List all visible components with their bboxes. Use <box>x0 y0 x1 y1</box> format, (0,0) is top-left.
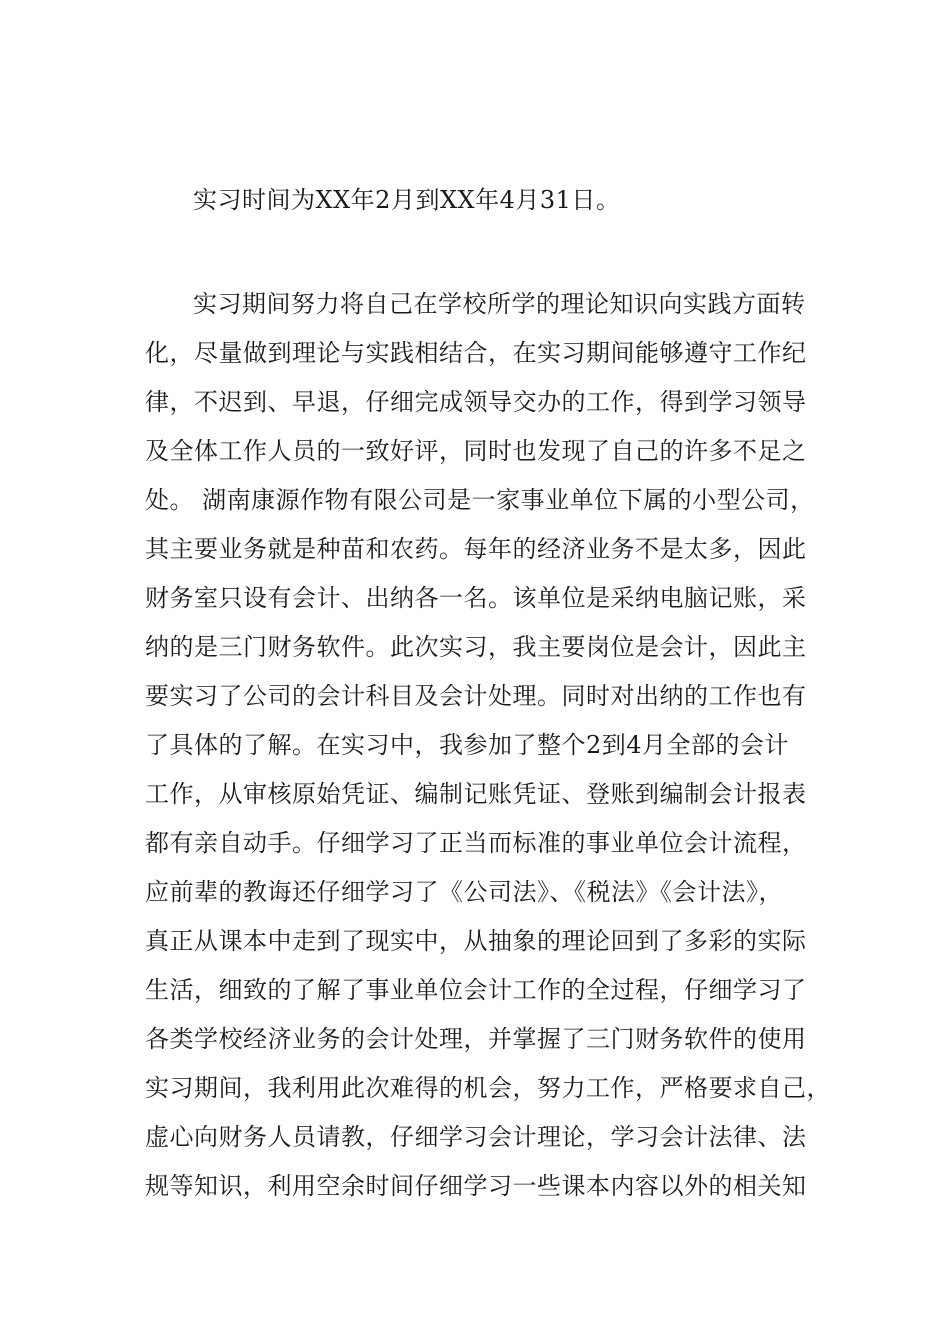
paragraph-2-line: 实习期间努力将自己在学校所学的理论知识向实践方面转 <box>193 290 806 318</box>
paragraph-2-line: 各类学校经济业务的会计处理，并掌握了三门财务软件的使用 <box>145 1025 807 1053</box>
paragraph-2-line: 工作，从审核原始凭证、编制记账凭证、登账到编制会计报表 <box>145 780 807 808</box>
paragraph-2-line: 化，尽量做到理论与实践相结合，在实习期间能够遵守工作纪 <box>145 339 807 367</box>
paragraph-2-line: 纳的是三门财务软件。此次实习，我主要岗位是会计，因此主 <box>145 633 807 661</box>
paragraph-2-line: 律，不迟到、早退，仔细完成领导交办的工作，得到学习领导 <box>145 388 807 416</box>
paragraph-2-line: 规等知识，利用空余时间仔细学习一些课本内容以外的相关知 <box>145 1172 807 1200</box>
paragraph-2-line: 及全体工作人员的一致好评，同时也发现了自己的许多不足之 <box>145 437 807 465</box>
paragraph-2-line: 要实习了公司的会计科目及会计处理。同时对出纳的工作也有 <box>145 682 807 710</box>
paragraph-2-line: 其主要业务就是种苗和农药。每年的经济业务不是太多，因此 <box>145 535 807 563</box>
paragraph-2-line: 实习期间，我利用此次难得的机会，努力工作，严格要求自己， <box>145 1074 831 1102</box>
paragraph-2-line: 都有亲自动手。仔细学习了正当而标准的事业单位会计流程， <box>145 829 807 857</box>
paragraph-2-line: 虚心向财务人员请教，仔细学习会计理论，学习会计法律、法 <box>145 1123 807 1151</box>
paragraph-2-line: 生活，细致的了解了事业单位会计工作的全过程，仔细学习了 <box>145 976 807 1004</box>
paragraph-2-line: 了具体的了解。在实习中，我参加了整个2到4月全部的会计 <box>145 731 790 759</box>
paragraph-2-line: 应前辈的教诲还仔细学习了《公司法》、《税法》《会计法》， <box>145 878 783 906</box>
paragraph-1-line: 实习时间为XX年2月到XX年4月31日。 <box>193 186 621 214</box>
paragraph-2-line: 处。 湖南康源作物有限公司是一家事业单位下属的小型公司， <box>145 486 815 514</box>
paragraph-2-line: 财务室只设有会计、出纳各一名。该单位是采纳电脑记账，采 <box>145 584 807 612</box>
paragraph-2-line: 真正从课本中走到了现实中，从抽象的理论回到了多彩的实际 <box>145 927 807 955</box>
